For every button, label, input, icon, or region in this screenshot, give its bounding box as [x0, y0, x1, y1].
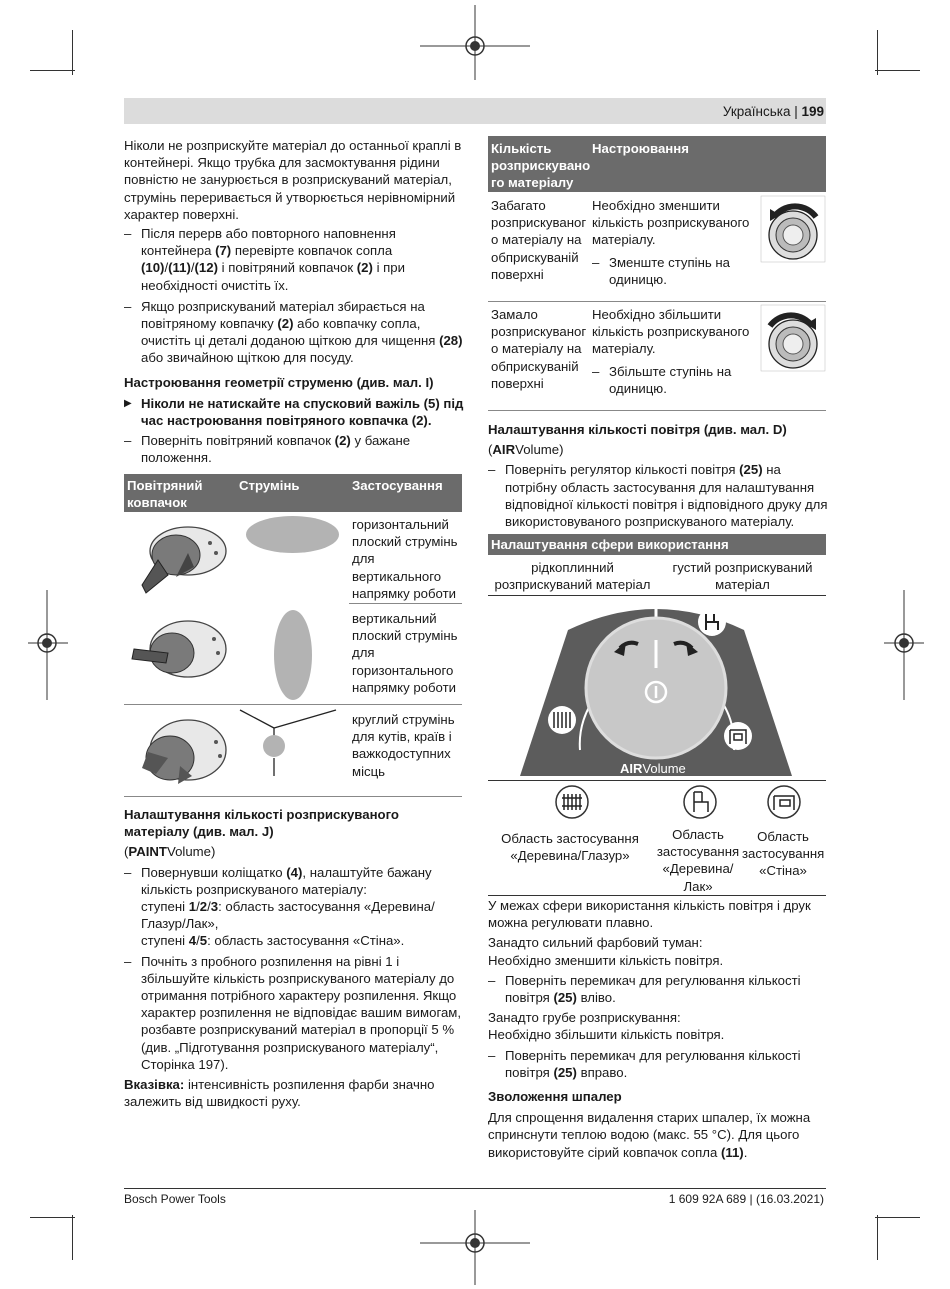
- page-number: 199: [801, 104, 824, 119]
- air-volume-notes: [488, 897, 828, 1161]
- bullet-check-caps: – Після перерв або повторного наповнення контейнера (7) перевірте ковпачок сопла (10)/(11)/(12) і повітряний ковпачок (2) і при необхідності очистіть їх.: [124, 225, 464, 294]
- paint-volume-section: [124, 806, 464, 1110]
- col-header-amount: Кількість розприскувано го матеріалу: [491, 141, 591, 191]
- footer-doc-number: 1 609 92A 689 | (16.03.2021): [668, 1192, 824, 1206]
- amount-too-much: Забагато розприскуваног о матеріалу на обприскуваній поверхні: [491, 198, 587, 282]
- wall-icon: [766, 784, 802, 820]
- crop-mark: [875, 1217, 920, 1218]
- geometry-bullet: – Поверніть повітряний ковпачок (2) у бажане положення.: [124, 432, 464, 466]
- area-wood-lacquer: Область застосування «Деревина/Лак»: [656, 827, 740, 894]
- vertical-flat-jet-shape: [274, 610, 312, 700]
- adjust-decrease: Необхідно зменшити кількість розприскуваного матеріалу. – Зменште ступінь на одиницю.: [592, 197, 752, 288]
- dial-decrease-icon: [760, 195, 826, 263]
- coarse-heading: Занадто грубе розприскування:: [488, 1010, 681, 1026]
- registration-mark-top: [420, 5, 530, 80]
- air-cap-horizontal-icon: [128, 515, 232, 601]
- geometry-warning: ▶ Ніколи не натискайте на спусковий важіль (5) під час настроювання повітряного ковпачка (2).: [124, 395, 464, 429]
- wallpaper-heading: Зволоження шпалер: [488, 1089, 622, 1105]
- crop-mark: [30, 70, 75, 71]
- page-header: Українська | 199: [722, 104, 824, 119]
- paint-volume-heading: Налаштування кількості розприскуваного матеріалу (див. мал. J): [124, 807, 399, 840]
- crop-mark: [875, 70, 920, 71]
- footer-brand: Bosch Power Tools: [124, 1192, 226, 1206]
- registration-mark-bottom: [420, 1210, 530, 1285]
- air-volume-heading: Налаштування кількості повітря (див. мал. D): [488, 422, 787, 437]
- horizontal-flat-jet-shape: [246, 516, 339, 553]
- area-wood-glaze: Область застосування «Деревина/Глазур»: [501, 831, 639, 864]
- air-cap-vertical-icon: [128, 609, 232, 695]
- range-high-viscosity: густий розприскуваний матеріал: [672, 560, 813, 593]
- col-header-air-cap: Повітряний ковпачок: [127, 478, 203, 511]
- crop-mark: [877, 1215, 878, 1260]
- application-round: круглий струмінь для кутів, країв і важкодоступних місць: [352, 712, 455, 779]
- application-horizontal: горизонтальний плоский струмінь для вертикального напрямку роботи: [352, 517, 458, 601]
- bullet-clean-caps: – Якщо розприскуваний матеріал збирається на повітряному ковпачку (2) або ковпачку сопла, очистіть ці деталі доданою щіткою для чищення (28) або звичайною щіткою для посуду.: [124, 298, 464, 367]
- paint-bullet-wheel: – Повернувши коліщатко (4), налаштуйте бажану кількість розприскуваного матеріалу: ступені 1/2/3: область застосування «Деревина/Глазур/Лак», ступені 4/5: область застосування «Стіна».: [124, 864, 464, 950]
- crop-mark: [72, 1215, 73, 1260]
- amount-table-header: [488, 136, 826, 192]
- range-low-viscosity: рідкоплинний розприскуваний матеріал: [494, 560, 651, 593]
- left-column: [124, 137, 464, 467]
- crop-mark: [30, 1217, 75, 1218]
- air-volume-section: [488, 421, 828, 530]
- paint-volume-brand: (PAINTVolume): [124, 844, 216, 860]
- amount-too-little: Замало розприскуваног о матеріалу на обприскуваній поверхні: [491, 307, 587, 391]
- paint-note: Вказівка: інтенсивність розпилення фарби значно залежить від швидкості руху.: [124, 1077, 435, 1110]
- chair-icon: [682, 784, 718, 820]
- dial-increase-icon: [760, 304, 826, 372]
- page-header-bar: [124, 98, 826, 124]
- area-wall: Область застосування «Стіна»: [742, 829, 825, 879]
- air-volume-bullet: – Поверніть регулятор кількості повітря (25) на потрібну область застосування для налаштування відповідної кількості повітря і відповідного друку для використовуваного розприскуваного матеріалу.: [488, 461, 828, 530]
- crop-mark: [72, 30, 73, 75]
- adjust-increase: Необхідно збільшити кількість розприскуваного матеріалу. – Збільште ступінь на одиницю.: [592, 306, 752, 397]
- mist-bullet: – Поверніть перемикач для регулювання кількості повітря (25) вліво.: [488, 972, 828, 1006]
- air-volume-brand: (AIRVolume): [488, 442, 564, 458]
- application-vertical: вертикальний плоский струмінь для горизонтального напрямку роботи: [352, 611, 458, 695]
- air-cap-round-icon: [128, 710, 232, 796]
- air-cap-table-header: [124, 474, 462, 512]
- col-header-application: Застосування: [352, 478, 443, 493]
- paint-bullet-test: – Почніть з пробного розпилення на рівні 1 і збільшуйте кількість розприскуваного матеріалу до отримання потрібного характеру розпилення. Якщо характер розпилення не відповідає вашим вимогам, розбавте розприскуваний матеріал в пропорції 5 % (див. „Підготування розприскуваного матеріалу“, Сторінка 197).: [124, 953, 464, 1073]
- dial-label: AIRVolume: [620, 761, 686, 776]
- stepless-note: У межах сфери використання кількість повітря і друк можна регулювати плавно.: [488, 898, 811, 931]
- range-header-text: Налаштування сфери використання: [491, 537, 729, 552]
- mist-text: Необхідно зменшити кількість повітря.: [488, 952, 724, 968]
- air-volume-dial-diagram: [488, 600, 826, 780]
- range-table-header: [488, 534, 826, 555]
- header-language: Українська: [722, 104, 791, 119]
- geometry-heading: Настроювання геометрії струменю (див. мал. I): [124, 374, 434, 390]
- col-header-adjustment: Настроювання: [592, 141, 689, 156]
- registration-mark-right: [884, 590, 924, 700]
- registration-mark-left: [28, 590, 68, 700]
- round-jet-shape: [238, 708, 338, 780]
- wallpaper-text: Для спрощення видалення старих шпалер, їх можна спринснути теплою водою (макс. 55 °C). Для цього використовуйте сірий ковпачок сопла (11).: [488, 1110, 811, 1160]
- intro-paragraph: Ніколи не розприскуйте матеріал до останньої краплі в контейнері. Якщо трубка для засмоктування рідини повністю не занурюється в розприскуваний матеріал, струмінь переривається й утворюється нерівномірний характер поверхні.: [124, 138, 462, 222]
- coarse-text: Необхідно збільшити кількість повітря.: [488, 1027, 725, 1043]
- crop-mark: [877, 30, 878, 75]
- mist-heading: Занадто сильний фарбовий туман:: [488, 935, 703, 951]
- radiator-icon: [554, 784, 590, 820]
- col-header-jet: Струмінь: [239, 478, 300, 493]
- coarse-bullet: – Поверніть перемикач для регулювання кількості повітря (25) вправо.: [488, 1047, 828, 1081]
